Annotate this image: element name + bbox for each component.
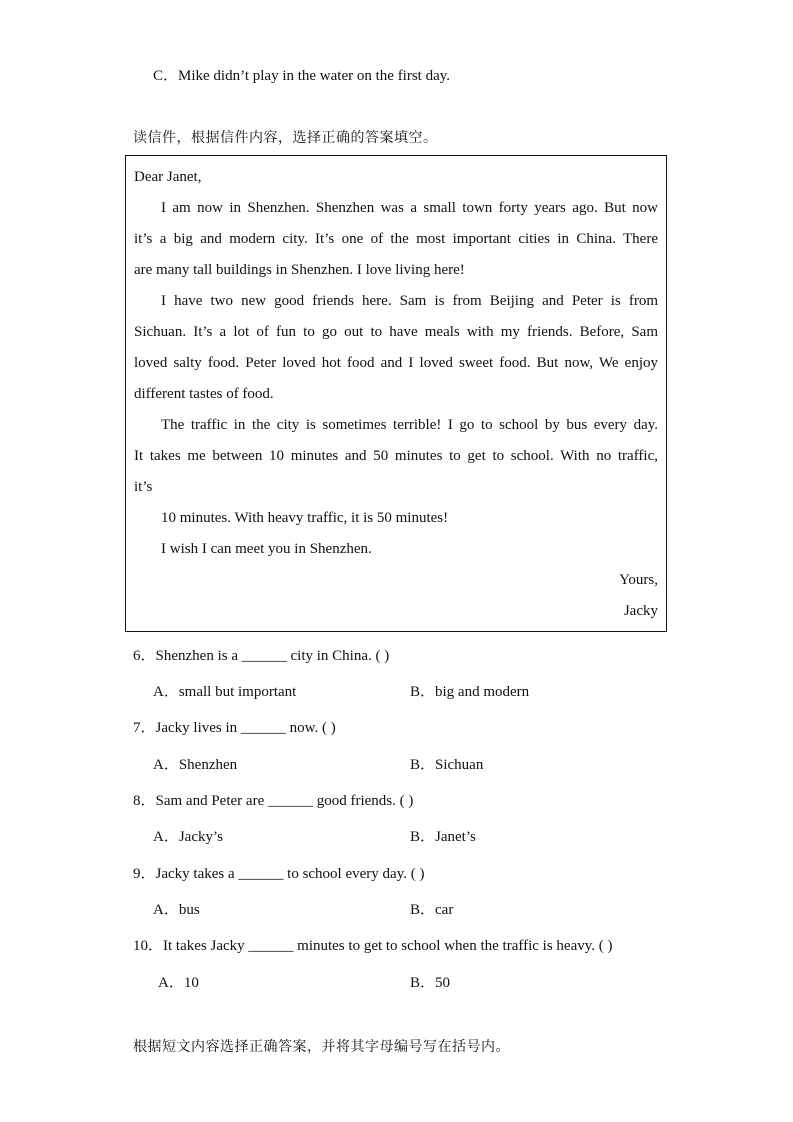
question-10-option-a[interactable]	[158, 974, 199, 992]
question-9-option-a[interactable]	[153, 901, 200, 919]
letter-line: I have two new good friends here. Sam is from Beijing and Peter is from	[161, 293, 658, 309]
letter-line: different tastes of food.	[134, 386, 274, 402]
question-text: It takes Jacky ______ minutes to get to school when the traffic is heavy. ( )	[163, 938, 613, 954]
letter-line: it’s	[134, 479, 153, 495]
option-text: big and modern	[435, 684, 530, 700]
question-7-option-a[interactable]	[153, 756, 237, 774]
previous-option-c	[153, 67, 450, 85]
letter-line: Sichuan. It’s a lot of fun to go out to have meals with my friends. Before, Sam	[134, 324, 658, 340]
question-8-option-b[interactable]	[410, 828, 476, 846]
question-8-option-a[interactable]	[153, 828, 223, 846]
question-text: Shenzhen is a ______ city in China. ( )	[155, 648, 390, 664]
section-instruction-passage: 根据短文内容选择正确答案，并将其字母编号写在括号内。	[133, 1039, 510, 1055]
question-9-option-b[interactable]	[410, 901, 453, 919]
option-text: small but important	[178, 684, 297, 700]
option-letter: B．	[410, 902, 436, 918]
question-7	[133, 719, 336, 737]
letter-line: I am now in Shenzhen. Shenzhen was a small town forty years ago. But now	[161, 200, 658, 216]
option-letter: A．	[153, 829, 179, 845]
question-8	[133, 792, 413, 810]
question-number: 10．	[133, 938, 164, 954]
section-instruction-reading: 读信件，根据信件内容，选择正确的答案填空。	[133, 130, 438, 146]
option-letter: B．	[410, 757, 436, 773]
letter-line: loved salty food. Peter loved hot food and I loved sweet food. But now, We enjoy	[134, 355, 658, 371]
letter-line: 10 minutes. With heavy traffic, it is 50 minutes!	[161, 510, 449, 526]
option-text: Janet’s	[435, 829, 476, 845]
question-10-option-b[interactable]	[410, 974, 450, 992]
letter-line: it’s a big and modern city. It’s one of the most important cities in China. There	[134, 231, 658, 247]
option-letter: B．	[410, 684, 436, 700]
option-letter: A．	[153, 902, 179, 918]
letter-closing: Yours,	[619, 572, 658, 588]
question-6-option-b[interactable]	[410, 683, 529, 701]
option-text: 10	[183, 975, 199, 991]
letter-signature: Jacky	[623, 603, 658, 619]
question-text: Jacky takes a ______ to school every day. ( )	[155, 866, 425, 882]
question-number: 7．	[133, 720, 156, 736]
option-text: Shenzhen	[178, 757, 238, 773]
question-number: 6．	[133, 648, 156, 664]
option-text: Jacky’s	[178, 829, 224, 845]
question-number: 9．	[133, 866, 156, 882]
letter-line: It takes me between 10 minutes and 50 minutes to get to school. With no traffic,	[134, 448, 658, 464]
option-text: Mike didn’t play in the water on the first day.	[178, 68, 451, 84]
letter-salutation: Dear Janet,	[134, 169, 202, 185]
question-6-option-a[interactable]	[153, 683, 296, 701]
option-text: 50	[435, 975, 451, 991]
letter-box	[125, 155, 667, 632]
question-9	[133, 865, 424, 883]
letter-line: are many tall buildings in Shenzhen. I love living here!	[134, 262, 465, 278]
option-letter: A．	[153, 684, 179, 700]
option-letter: C．	[153, 68, 179, 84]
letter-line: I wish I can meet you in Shenzhen.	[161, 541, 372, 557]
question-6	[133, 647, 389, 665]
option-letter: A．	[153, 757, 179, 773]
question-text: Jacky lives in ______ now. ( )	[155, 720, 336, 736]
question-number: 8．	[133, 793, 156, 809]
option-text: Sichuan	[435, 757, 484, 773]
option-letter: A．	[158, 975, 184, 991]
question-10	[133, 937, 613, 955]
option-letter: B．	[410, 829, 436, 845]
option-text: bus	[178, 902, 200, 918]
option-letter: B．	[410, 975, 436, 991]
question-text: Sam and Peter are ______ good friends. ( )	[155, 793, 414, 809]
option-text: car	[435, 902, 454, 918]
question-7-option-b[interactable]	[410, 756, 483, 774]
letter-line: The traffic in the city is sometimes terrible! I go to school by bus every day.	[161, 417, 658, 433]
